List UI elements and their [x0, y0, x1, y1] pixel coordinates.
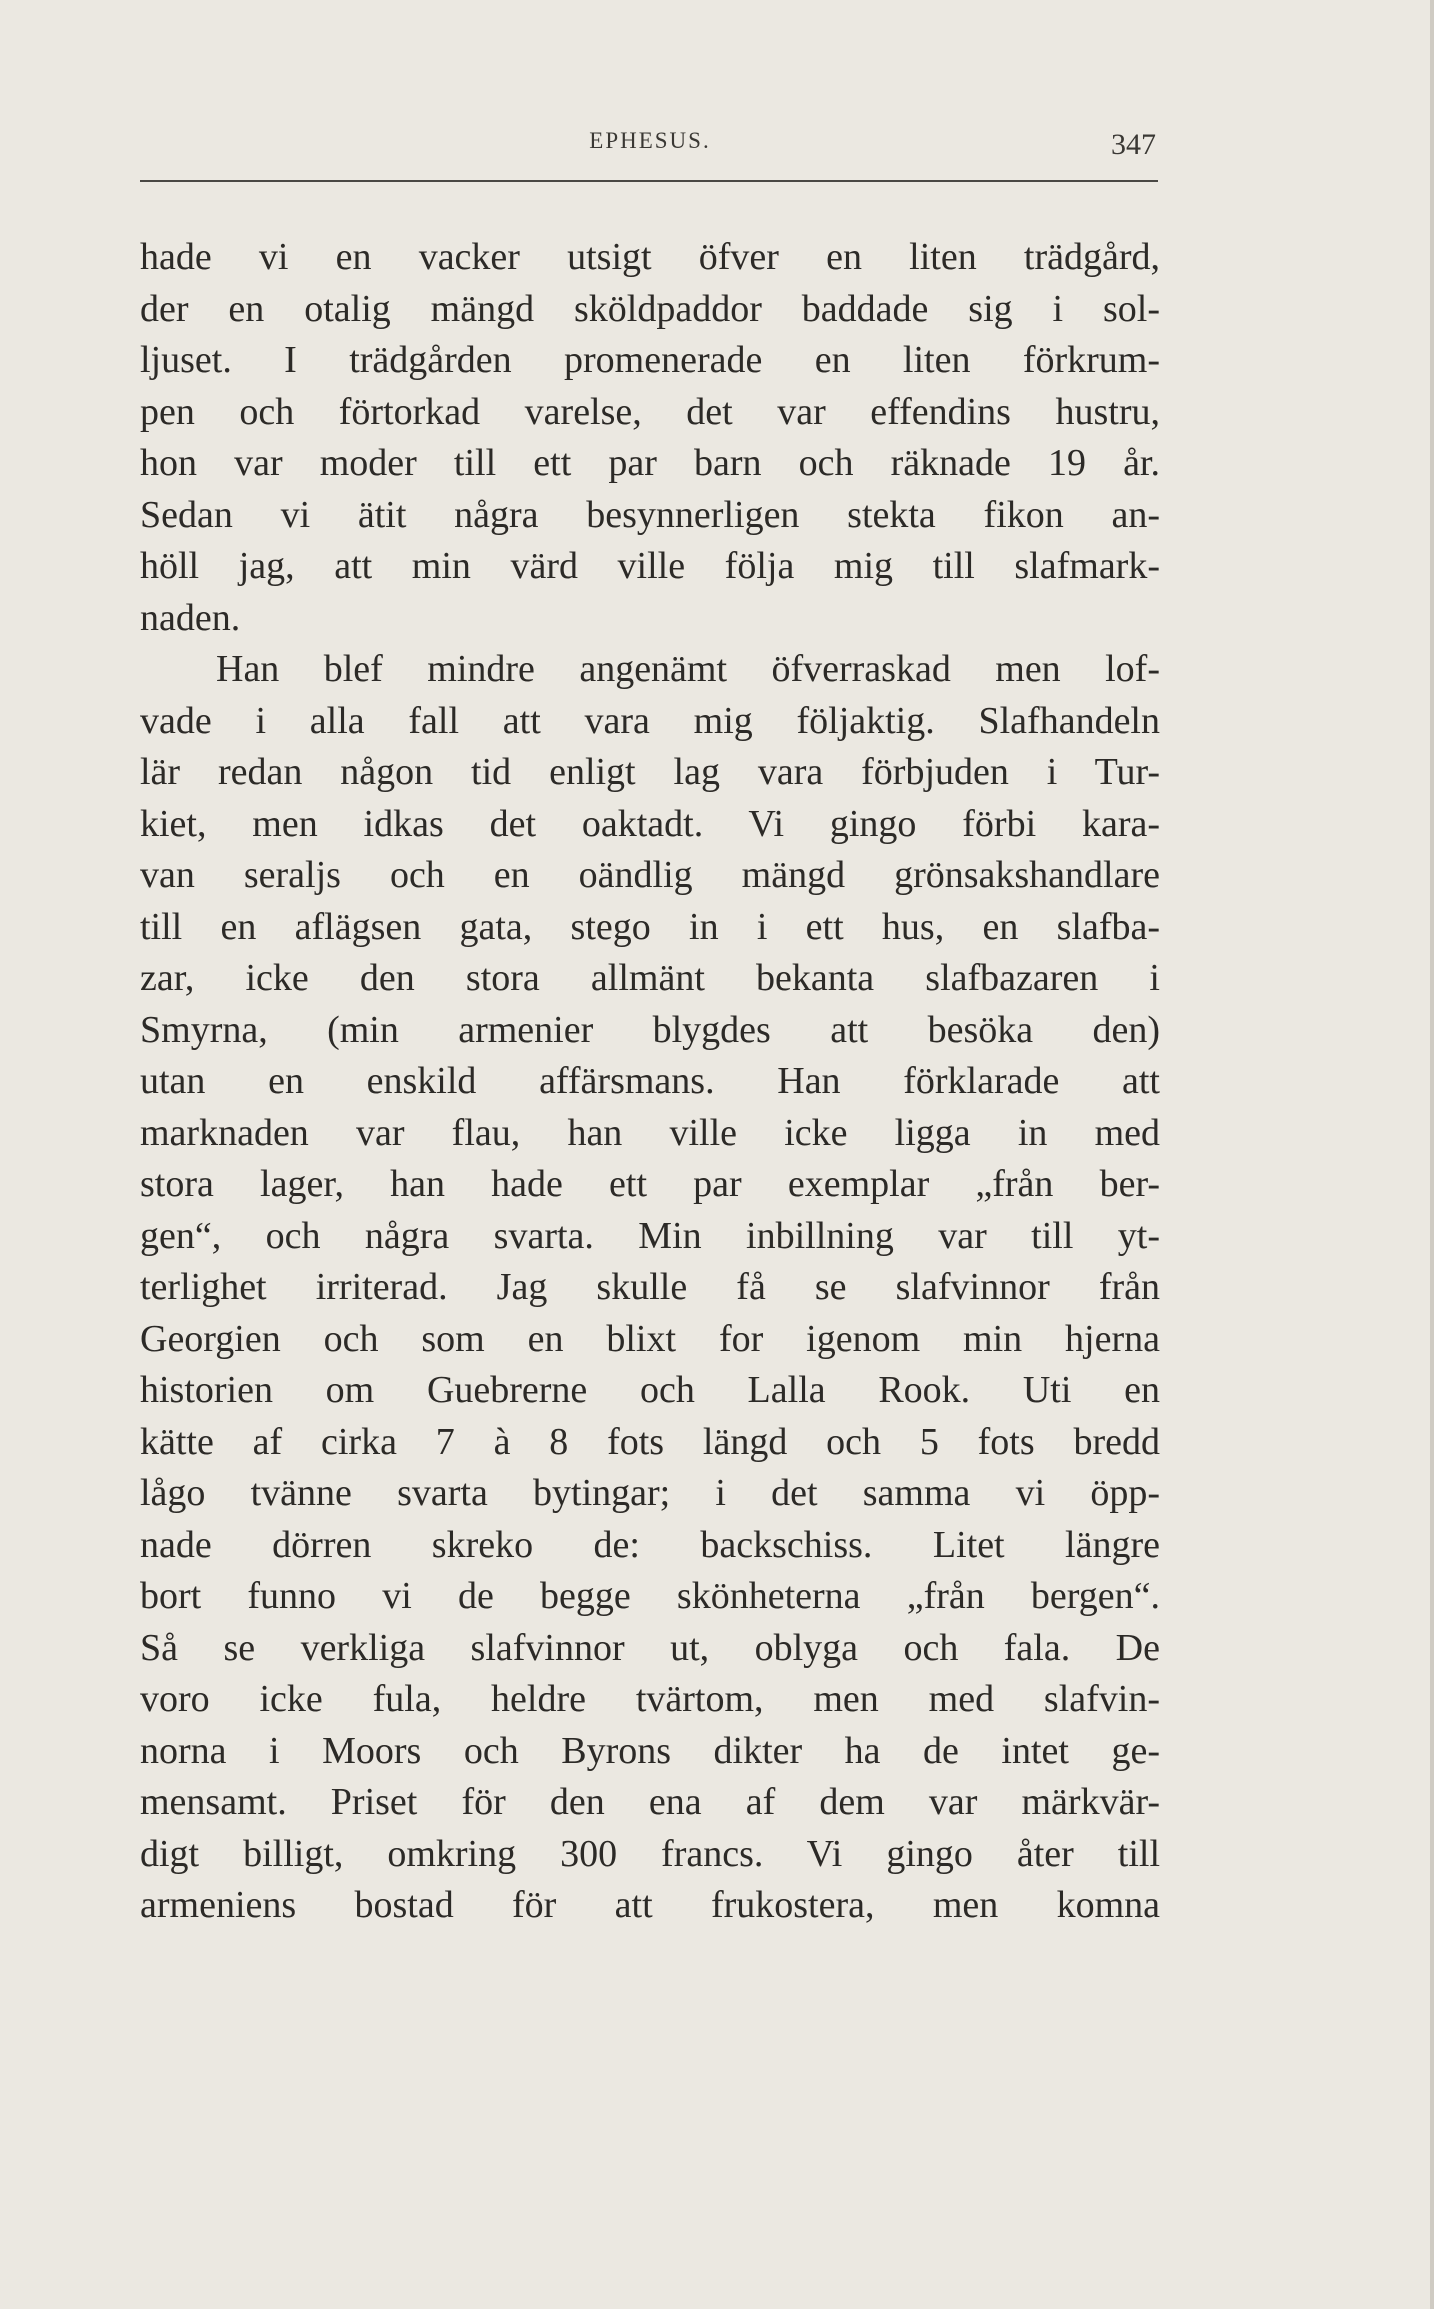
text-line: marknaden var flau, han ville icke ligga in med: [140, 1111, 1160, 1154]
text-line: pen och förtorkad varelse, det var effendins hustru,: [140, 390, 1160, 433]
text-line: bort funno vi de begge skönheterna „från bergen“.: [140, 1575, 1160, 1617]
text-line: ljuset. I trädgården promenerade en liten förkrum-: [140, 339, 1160, 381]
text-line: armeniens bostad för att frukostera, men komna: [140, 1884, 1160, 1926]
header-rule: [140, 180, 1158, 182]
text-line: Sedan vi ätit några besynnerligen stekta fikon an-: [140, 493, 1160, 536]
text-line: mensamt. Priset för den ena af dem var märkvär-: [140, 1781, 1160, 1823]
text-line: Georgien och som en blixt for igenom min hjerna: [140, 1317, 1160, 1360]
text-line: gen“, och några svarta. Min inbillning var till yt-: [140, 1214, 1160, 1257]
text-line: voro icke fula, heldre tvärtom, men med slafvin-: [140, 1678, 1160, 1720]
text-line: utan en enskild affärsmans. Han förklarade att: [140, 1060, 1160, 1102]
text-line: stora lager, han hade ett par exemplar „från ber-: [140, 1163, 1160, 1205]
running-head: EPHESUS.: [589, 128, 711, 153]
text-line: vade i alla fall att vara mig följaktig. Slafhandeln: [140, 699, 1160, 742]
text-line: till en aflägsen gata, stego in i ett hus, en slafba-: [140, 905, 1160, 948]
text-line: zar, icke den stora allmänt bekanta slafbazaren i: [140, 957, 1160, 999]
page-header: [140, 128, 1160, 178]
text-line: naden.: [140, 596, 241, 639]
text-line: kiet, men idkas det oaktadt. Vi gingo förbi kara-: [140, 802, 1160, 845]
text-line: der en otalig mängd sköldpaddor baddade sig i sol-: [140, 287, 1160, 330]
text-line: Så se verkliga slafvinnor ut, oblyga och fala. De: [140, 1626, 1160, 1669]
page-number: 347: [1111, 128, 1156, 161]
body-text: [140, 232, 1160, 1932]
page-edge: [1430, 0, 1434, 2309]
text-line: norna i Moors och Byrons dikter ha de intet ge-: [140, 1729, 1160, 1772]
text-line: hade vi en vacker utsigt öfver en liten trädgård,: [140, 236, 1160, 278]
text-line: lågo tvänne svarta bytingar; i det samma vi öpp-: [140, 1472, 1160, 1514]
text-line: terlighet irriterad. Jag skulle få se slafvinnor från: [140, 1266, 1160, 1308]
text-line: historien om Guebrerne och Lalla Rook. Uti en: [140, 1369, 1160, 1411]
text-line: hon var moder till ett par barn och räknade 19 år.: [140, 442, 1160, 484]
text-line: kätte af cirka 7 à 8 fots längd och 5 fots bredd: [140, 1420, 1160, 1463]
text-line: lär redan någon tid enligt lag vara förbjuden i Tur-: [140, 751, 1160, 793]
text-line: nade dörren skreko de: backschiss. Litet längre: [140, 1523, 1160, 1566]
text-line: van seraljs och en oändlig mängd grönsakshandlare: [140, 854, 1160, 896]
text-line: Smyrna, (min armenier blygdes att besöka den): [140, 1008, 1160, 1051]
text-line: Han blef mindre angenämt öfverraskad men lof-: [216, 648, 1160, 690]
text-line: digt billigt, omkring 300 francs. Vi gingo åter till: [140, 1832, 1160, 1875]
text-line: höll jag, att min värd ville följa mig till slafmark-: [140, 545, 1160, 587]
